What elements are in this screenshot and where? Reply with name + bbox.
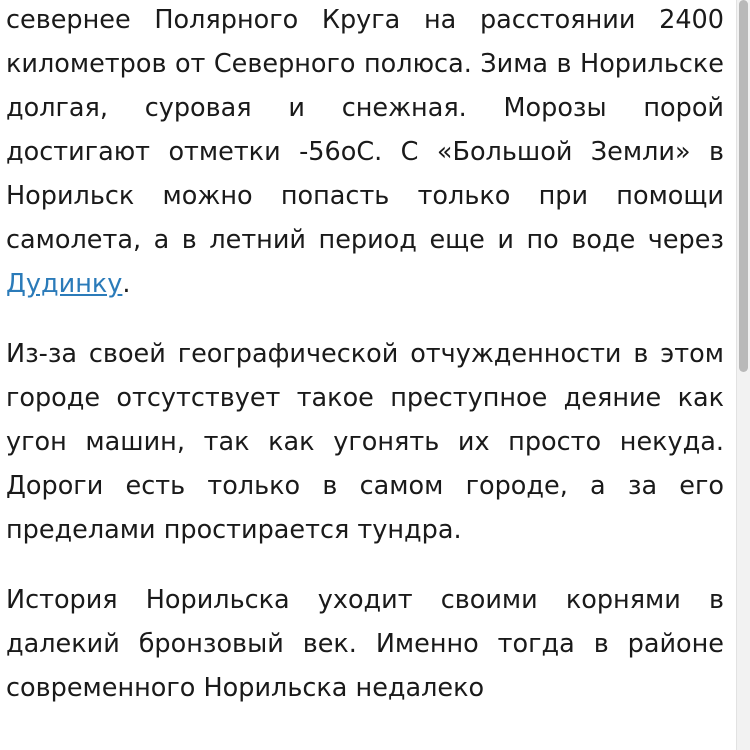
paragraph-2: Из-за своей географической отчужденности в этом городе отсутствует такое преступное деяние как угон машин, так как угонять их просто некуда. Дороги есть только в самом городе, а за его пределами простирается тундра. <box>6 339 724 545</box>
paragraph-3: История Норильска уходит своими корнями в далекий бронзовый век. Именно тогда в районе современного Норильска недалеко <box>6 585 724 703</box>
paragraph-1-text: севернее Полярного Круга на расстоянии 2400 километров от Северного полюса. Зима в Норильске долгая, суровая и снежная. Морозы порой достигают отметки -56оС. С «Большой Земли» в Норильск можно попасть только при помощи самолета, а в летний период еще и по воде через <box>6 5 724 255</box>
scrollbar-thumb[interactable] <box>739 0 748 372</box>
paragraph-1 <box>6 0 724 306</box>
page-right-margin <box>726 0 736 750</box>
vertical-scrollbar[interactable] <box>736 0 750 750</box>
link-dudinka[interactable]: Дудинку <box>6 269 123 299</box>
paragraph-1-trailing: . <box>122 269 131 299</box>
